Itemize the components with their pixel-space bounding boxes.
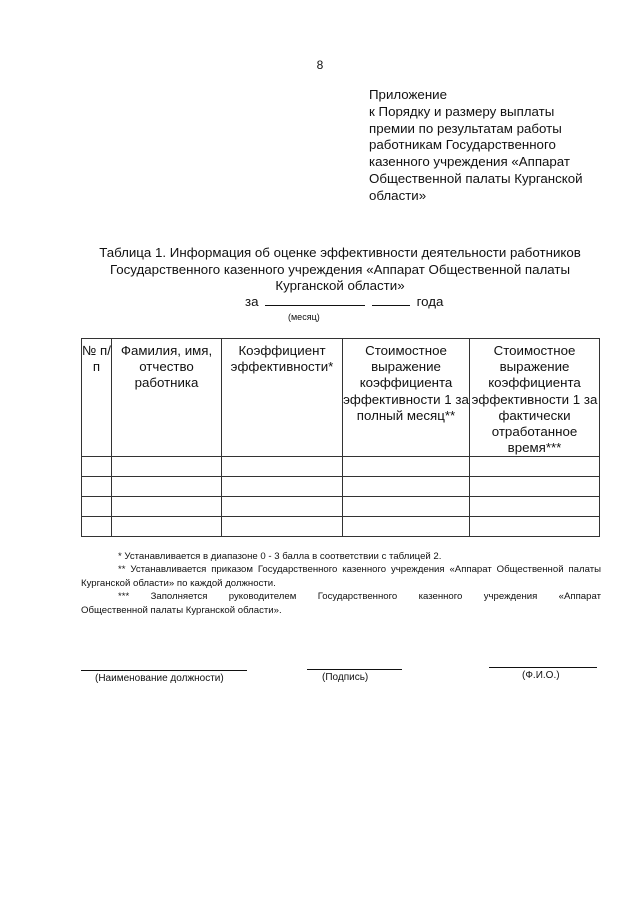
footnote-3-line-1: *** Заполняется руководителем Государственного казенного учреждения «Аппарат bbox=[118, 591, 601, 603]
table-title bbox=[60, 245, 620, 295]
table-cell[interactable] bbox=[470, 457, 600, 477]
title-line: Курганской области» bbox=[275, 278, 405, 293]
signature-caption: (Подпись) bbox=[322, 672, 369, 683]
table-cell[interactable] bbox=[112, 457, 222, 477]
footnotes bbox=[81, 550, 601, 617]
position-caption: (Наименование должности) bbox=[95, 673, 224, 684]
month-caption: (месяц) bbox=[288, 312, 320, 322]
name-caption: (Ф.И.О.) bbox=[522, 670, 560, 681]
appendix-line: области» bbox=[369, 187, 427, 203]
year-blank[interactable] bbox=[372, 295, 410, 306]
table-cell[interactable] bbox=[343, 457, 470, 477]
table-cell[interactable] bbox=[82, 517, 112, 537]
table-cell[interactable] bbox=[470, 477, 600, 497]
appendix-line: Приложение bbox=[369, 87, 447, 102]
table-cell[interactable] bbox=[222, 477, 343, 497]
table-cell[interactable] bbox=[343, 497, 470, 517]
header-value-full-month: Стоимостное выражение коэффициента эффективности 1 за полный месяц** bbox=[343, 339, 470, 457]
table-cell[interactable] bbox=[112, 497, 222, 517]
table-cell[interactable] bbox=[82, 457, 112, 477]
table-header-row bbox=[82, 339, 600, 457]
month-blank[interactable] bbox=[265, 295, 365, 306]
table-row bbox=[82, 517, 600, 537]
header-value-actual-time: Стоимостное выражение коэффициента эффективности 1 за фактически отработанное время*** bbox=[470, 339, 600, 457]
table-row bbox=[82, 497, 600, 517]
appendix-line: к Порядку и размеру выплаты bbox=[369, 103, 555, 119]
period-suffix: года bbox=[416, 294, 444, 309]
table-row bbox=[82, 457, 600, 477]
table-cell[interactable] bbox=[470, 517, 600, 537]
page-number: 8 bbox=[316, 58, 324, 72]
table-cell[interactable] bbox=[222, 497, 343, 517]
appendix-line: казенного учреждения «Аппарат bbox=[369, 154, 571, 170]
table-cell[interactable] bbox=[112, 477, 222, 497]
appendix-line: Общественной палаты Курганской bbox=[369, 170, 583, 186]
name-signature-line[interactable] bbox=[489, 667, 597, 668]
period-prefix: за bbox=[245, 294, 259, 309]
footnote-3-line-2: Общественной палаты Курганской области». bbox=[81, 604, 282, 616]
table-cell[interactable] bbox=[343, 517, 470, 537]
appendix-line: работникам Государственного bbox=[369, 137, 556, 153]
position-signature-line[interactable] bbox=[81, 670, 247, 671]
period-line bbox=[245, 294, 443, 309]
table-cell[interactable] bbox=[82, 497, 112, 517]
table-cell[interactable] bbox=[222, 457, 343, 477]
header-coefficient: Коэффициент эффективности* bbox=[222, 339, 343, 457]
header-number: № п/п bbox=[82, 339, 112, 457]
title-line: Государственного казенного учреждения «Аппарат Общественной палаты bbox=[109, 261, 571, 277]
header-full-name: Фамилия, имя, отчество работника bbox=[112, 339, 222, 457]
table-cell[interactable] bbox=[112, 517, 222, 537]
footnote-1: * Устанавливается в диапазоне 0 - 3 балла в соответствии с таблицей 2. bbox=[118, 551, 442, 562]
title-line: Таблица 1. Информация об оценке эффективности деятельности работников bbox=[99, 245, 581, 260]
signature-line[interactable] bbox=[307, 669, 402, 670]
evaluation-table bbox=[81, 338, 600, 537]
table-row bbox=[82, 477, 600, 497]
appendix-heading bbox=[369, 87, 619, 205]
appendix-line: премии по результатам работы bbox=[369, 120, 562, 136]
table-cell[interactable] bbox=[82, 477, 112, 497]
table-cell[interactable] bbox=[470, 497, 600, 517]
table-cell[interactable] bbox=[222, 517, 343, 537]
footnote-2: ** Устанавливается приказом Государственного казенного учреждения «Аппарат Общественной палаты Курганской области» по каждой должности. bbox=[81, 564, 601, 589]
table-cell[interactable] bbox=[343, 477, 470, 497]
